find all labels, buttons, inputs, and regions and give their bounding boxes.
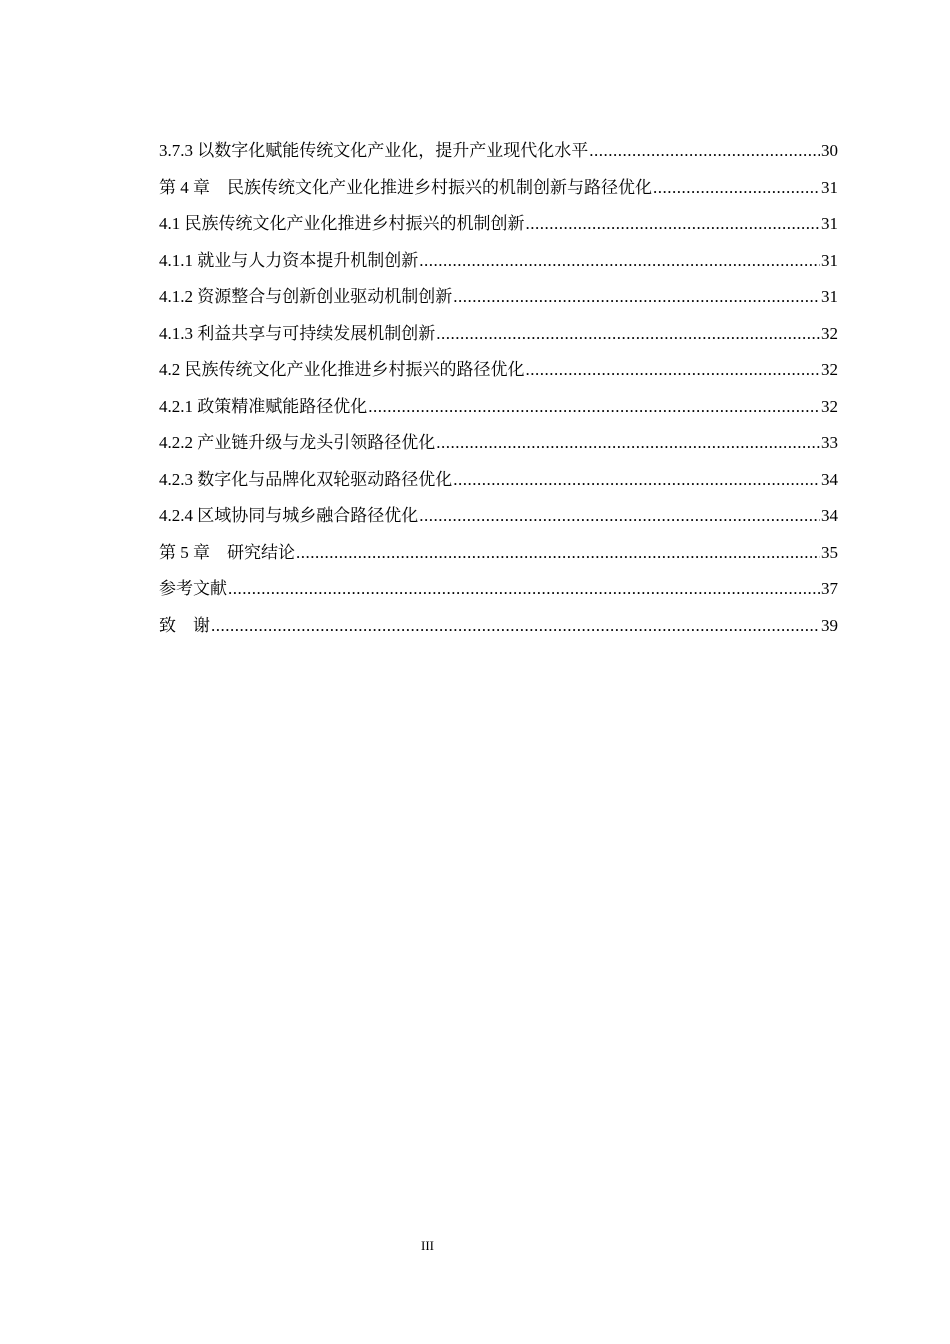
toc-entry-page: 39 — [821, 615, 838, 635]
toc-dot-leader — [228, 576, 820, 602]
toc-entry-title: 第 4 章 民族传统文化产业化推进乡村振兴的机制创新与路径优化 — [159, 177, 652, 197]
toc-entry-title: 致 谢 — [159, 615, 210, 635]
toc-entry-page: 32 — [821, 360, 838, 379]
toc-entry[interactable] — [159, 211, 838, 248]
toc-entry-title: 参考文献 — [159, 579, 227, 598]
toc-entry[interactable] — [159, 357, 838, 394]
toc-entry-title: 4.2.4 区域协同与城乡融合路径优化 — [159, 506, 419, 525]
toc-entry-page: 34 — [821, 469, 838, 489]
toc-entry-title: 4.2.3 数字化与品牌化双轮驱动路径优化 — [159, 469, 453, 489]
toc-entry[interactable] — [159, 613, 838, 650]
toc-entry-page: 30 — [821, 141, 838, 160]
toc-dot-leader — [296, 540, 820, 566]
toc-entry-page: 33 — [821, 433, 838, 452]
toc-entry[interactable] — [159, 175, 838, 212]
toc-dot-leader — [589, 138, 820, 164]
toc-entry-page: 31 — [821, 214, 838, 233]
page-number: III — [421, 1238, 434, 1253]
toc-entry-page: 31 — [821, 177, 838, 197]
toc-entry-title: 4.1.3 利益共享与可持续发展机制创新 — [159, 323, 436, 343]
toc-entry-page: 31 — [821, 287, 838, 306]
toc-entry[interactable] — [159, 248, 838, 285]
toc-dot-leader — [436, 321, 820, 347]
toc-dot-leader — [526, 211, 821, 237]
toc-entry[interactable] — [159, 321, 838, 358]
toc-entry-page: 32 — [821, 396, 838, 416]
toc-entry[interactable] — [159, 430, 838, 467]
toc-dot-leader — [526, 357, 821, 383]
toc-entry-title: 4.2 民族传统文化产业化推进乡村振兴的路径优化 — [159, 360, 525, 379]
toc-dot-leader — [419, 248, 820, 274]
toc-entry-title: 第 5 章 研究结论 — [159, 542, 295, 562]
toc-entry-page: 32 — [821, 323, 838, 343]
toc-dot-leader — [211, 613, 820, 639]
toc-dot-leader — [453, 467, 820, 493]
toc-dot-leader — [436, 430, 820, 456]
toc-entry-title: 4.2.2 产业链升级与龙头引领路径优化 — [159, 433, 436, 452]
toc-entry-page: 31 — [821, 250, 838, 270]
toc-dot-leader — [453, 284, 820, 310]
toc-entry-page: 35 — [821, 542, 838, 562]
toc-dot-leader — [419, 503, 820, 529]
toc-entry[interactable] — [159, 138, 838, 175]
toc-entry-title: 4.1.2 资源整合与创新创业驱动机制创新 — [159, 287, 453, 306]
toc-entry-title: 3.7.3 以数字化赋能传统文化产业化，提升产业现代化水平 — [159, 141, 589, 160]
toc-entry[interactable] — [159, 394, 838, 431]
toc-dot-leader — [653, 175, 820, 201]
toc-entry-title: 4.2.1 政策精准赋能路径优化 — [159, 396, 368, 416]
toc-entry[interactable] — [159, 284, 838, 321]
toc-entry-title: 4.1.1 就业与人力资本提升机制创新 — [159, 250, 419, 270]
toc-entry-page: 34 — [821, 506, 838, 525]
toc-entry[interactable] — [159, 467, 838, 504]
toc-dot-leader — [368, 394, 820, 420]
toc-entry-title: 4.1 民族传统文化产业化推进乡村振兴的机制创新 — [159, 214, 525, 233]
table-of-contents — [159, 138, 838, 649]
toc-entry[interactable] — [159, 503, 838, 540]
toc-entry[interactable] — [159, 576, 838, 613]
toc-entry[interactable] — [159, 540, 838, 577]
toc-entry-page: 37 — [821, 579, 838, 598]
